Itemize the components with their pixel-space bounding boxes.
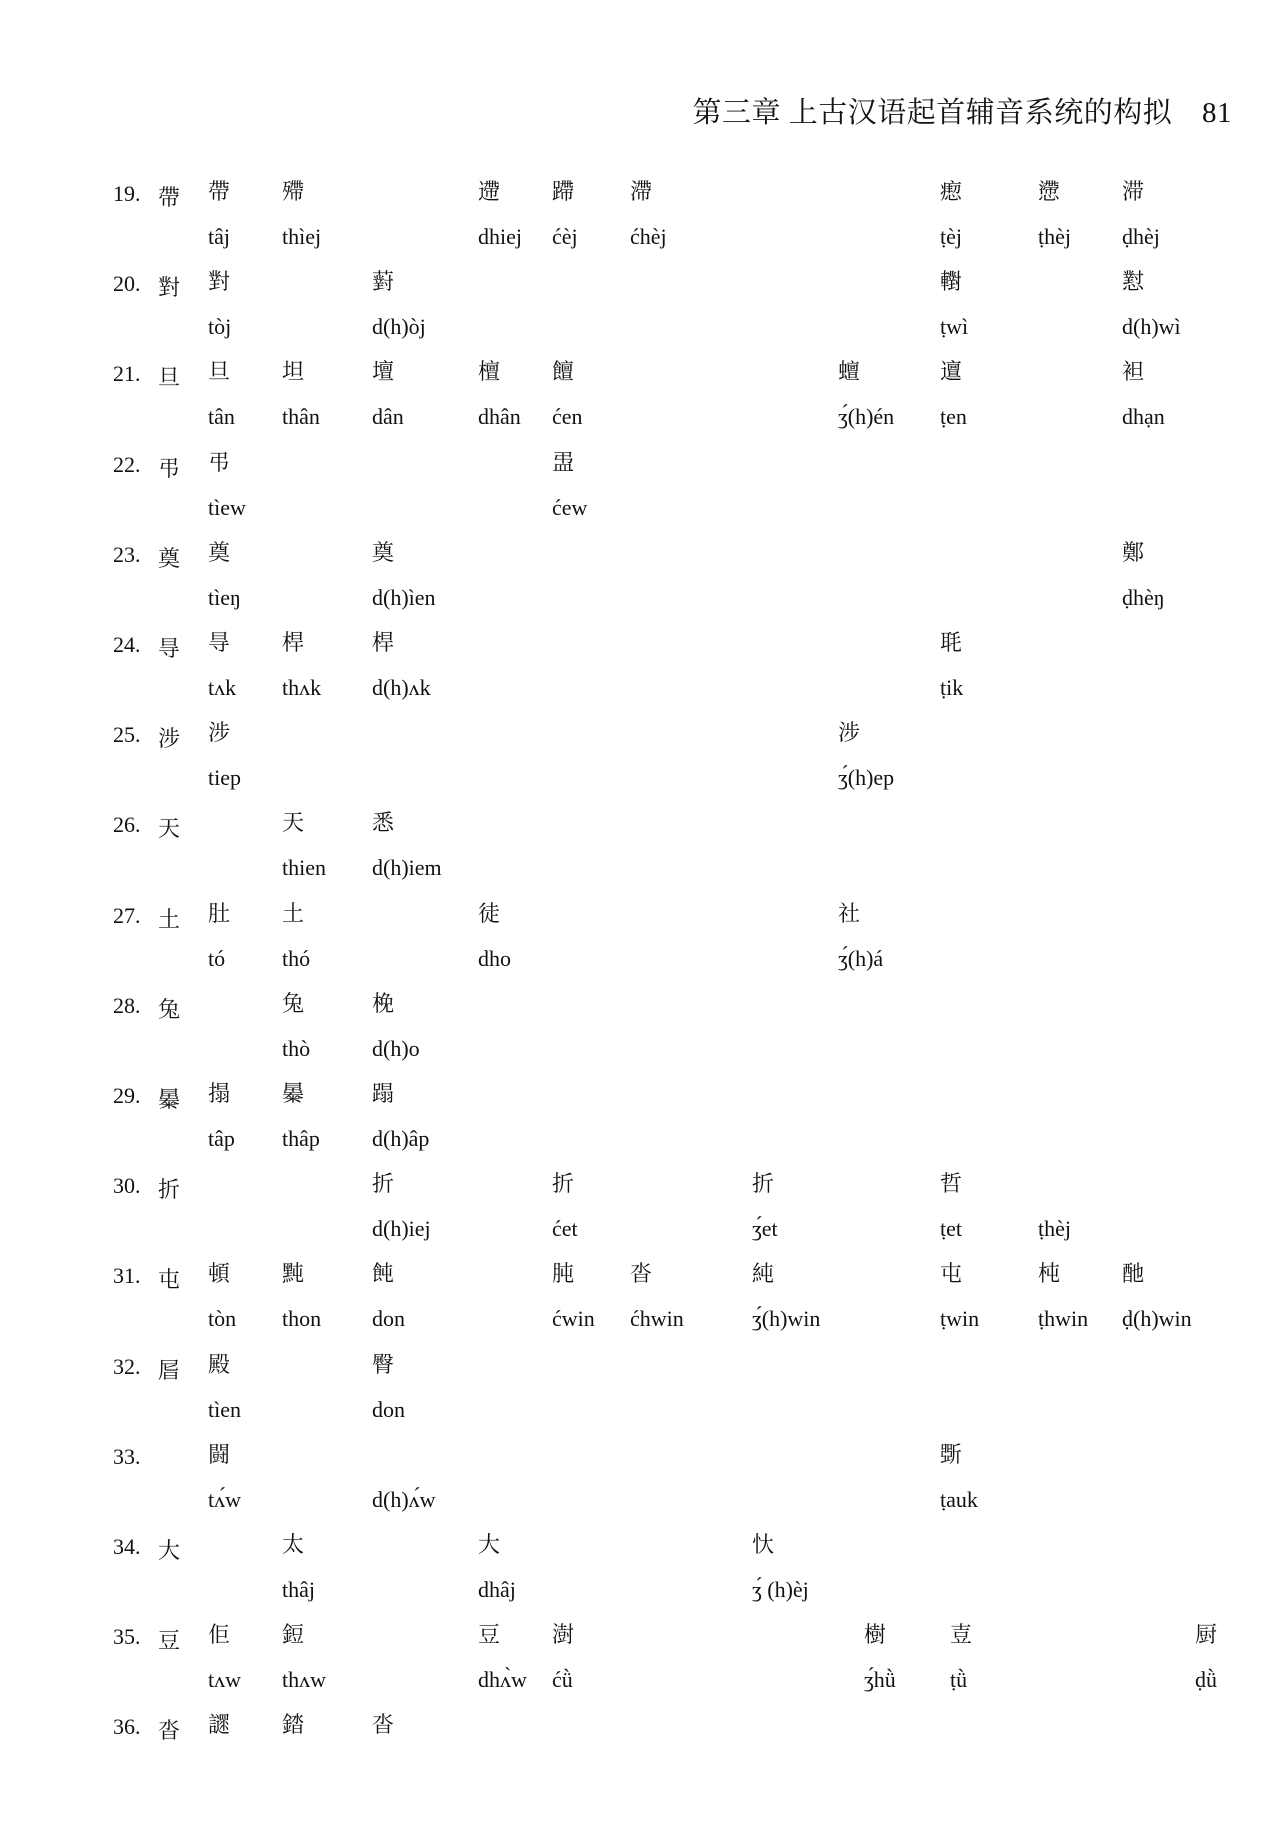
character-cell: 涉 — [838, 720, 861, 746]
phonetic-series-character: 屯 — [158, 1267, 181, 1293]
character-cell: 哲 — [940, 1171, 963, 1197]
reconstruction-cell: thien — [282, 855, 326, 881]
phonetic-series-character: 奠 — [158, 545, 181, 571]
character-cell: 太 — [282, 1532, 305, 1557]
reconstruction-cell: ʒ́et — [752, 1216, 778, 1242]
reconstruction-cell: dhʌ̀w — [478, 1667, 527, 1693]
row-number: 24. — [113, 632, 141, 657]
reconstruction-cell: tiep — [208, 765, 241, 791]
reconstruction-cell: ʒ́hǜ — [864, 1667, 896, 1693]
reconstruction-cell: dho — [478, 945, 511, 971]
reconstruction-cell: tìew — [208, 494, 246, 520]
character-cell: 澍 — [552, 1622, 575, 1648]
character-cell: 遰 — [478, 179, 501, 204]
character-cell: 搨 — [208, 1081, 231, 1106]
character-cell: 袒 — [1122, 359, 1145, 385]
row-number: 23. — [113, 541, 141, 567]
character-cell: 杶 — [1038, 1261, 1061, 1287]
reconstruction-cell: ćèj — [552, 224, 578, 249]
character-cell: 懟 — [1122, 269, 1145, 295]
reconstruction-cell: ʒ́(h)én — [838, 404, 895, 430]
character-cell: 奠 — [208, 539, 231, 565]
reconstruction-cell: ṭhwin — [1038, 1306, 1089, 1332]
character-cell: 純 — [752, 1261, 775, 1287]
character-cell: 蹋 — [372, 1081, 395, 1106]
page-number: 81 — [1202, 97, 1232, 129]
character-cell: 錔 — [282, 1712, 305, 1738]
phonetic-series-character: 沓 — [158, 1718, 181, 1744]
character-cell: 大 — [478, 1532, 501, 1557]
phonetic-series-character: 土 — [158, 906, 181, 932]
phonetic-series-character: 㝵 — [158, 636, 181, 661]
reconstruction-cell: thâj — [282, 1577, 315, 1602]
table-row — [0, 1083, 1280, 1173]
character-cell: 㬥 — [282, 1081, 305, 1106]
character-cell: 酏 — [1122, 1261, 1145, 1287]
character-cell: 壴 — [950, 1622, 973, 1648]
reconstruction-cell: dhân — [478, 404, 521, 430]
character-cell: 蹛 — [552, 179, 575, 204]
row-number: 27. — [113, 902, 141, 928]
table-row — [0, 1351, 1280, 1444]
reconstruction-cell: tʌ́w — [208, 1486, 241, 1512]
reconstruction-cell: thìej — [282, 224, 322, 249]
character-cell: 兔 — [282, 990, 305, 1016]
reconstruction-cell: ʒ́(h)ep — [838, 765, 895, 791]
character-cell: 懘 — [1038, 179, 1061, 204]
row-number: 20. — [113, 271, 141, 297]
row-number: 21. — [113, 361, 141, 387]
chapter-title: 上古汉语起首辅音系统的构拟 — [788, 97, 1173, 129]
phonetic-series-character: 㞓 — [158, 1357, 181, 1383]
reconstruction-cell: ṭwin — [940, 1306, 980, 1332]
character-cell: 屯 — [940, 1261, 963, 1287]
reconstruction-cell: ḍǜ — [1195, 1667, 1217, 1693]
reconstruction-cell: ćet — [552, 1216, 578, 1242]
row-number: 31. — [113, 1263, 141, 1289]
character-cell: 弔 — [208, 449, 231, 475]
reconstruction-cell: ṭwì — [940, 314, 969, 340]
reconstruction-cell: ćen — [552, 404, 583, 430]
reconstruction-cell: tòj — [208, 314, 232, 340]
character-cell: 涉 — [208, 720, 231, 746]
character-cell: 梚 — [372, 990, 395, 1016]
character-cell: 壇 — [372, 359, 395, 385]
row-number: 32. — [113, 1353, 141, 1379]
character-cell: 奠 — [372, 539, 395, 565]
character-cell: 蟺 — [838, 359, 861, 385]
character-cell: 肚 — [208, 900, 231, 926]
phonetic-series-character: 大 — [158, 1538, 181, 1563]
reconstruction-cell: thân — [282, 404, 320, 430]
row-number: 35. — [113, 1624, 141, 1650]
reconstruction-cell: d(h)âp — [372, 1126, 430, 1151]
character-cell: 肫 — [552, 1261, 575, 1287]
character-cell: 薱 — [372, 269, 395, 295]
reconstruction-cell: thʌw — [282, 1667, 326, 1693]
reconstruction-cell: d(h)ʌk — [372, 675, 431, 700]
reconstruction-cell: d(h)ìen — [372, 584, 436, 610]
row-number: 30. — [113, 1173, 141, 1199]
phonetic-series-character: 帶 — [158, 185, 181, 210]
character-cell: 旦 — [208, 359, 231, 385]
reconstruction-cell: dhiej — [478, 224, 522, 249]
phonetic-series-character: 兔 — [158, 996, 181, 1022]
character-cell: 悉 — [372, 810, 395, 836]
reconstruction-cell: tìeŋ — [208, 584, 241, 610]
character-cell: 帶 — [208, 179, 231, 204]
phonetic-series-character: 對 — [158, 275, 181, 301]
character-cell: 盄 — [552, 449, 575, 475]
character-cell: 饘 — [552, 359, 575, 385]
reconstruction-cell: dân — [372, 404, 404, 430]
character-cell: 對 — [208, 269, 231, 295]
character-cell: 瘛 — [940, 179, 963, 204]
character-cell: 檀 — [478, 359, 501, 385]
reconstruction-cell: ṭǜ — [950, 1667, 968, 1693]
character-cell: 毦 — [940, 630, 963, 655]
character-cell: 忕 — [752, 1532, 775, 1557]
table-row — [0, 1624, 1280, 1714]
reconstruction-cell: ʒ́(h)á — [838, 945, 884, 971]
reconstruction-cell: don — [372, 1396, 405, 1422]
reconstruction-cell: tó — [208, 945, 226, 971]
character-cell: 天 — [282, 810, 305, 836]
chapter-label: 第三章 — [692, 97, 781, 129]
reconstruction-cell: ṭen — [940, 404, 967, 430]
reconstruction-cell: tʌw — [208, 1667, 241, 1693]
row-number: 29. — [113, 1083, 141, 1108]
reconstruction-cell: ṭèj — [940, 224, 962, 249]
character-cell: 頓 — [208, 1261, 231, 1287]
table-row — [0, 632, 1280, 722]
reconstruction-cell: tʌk — [208, 675, 237, 700]
phonetic-series-character: 折 — [158, 1177, 181, 1203]
table-row — [0, 449, 1280, 542]
character-cell: 佢 — [208, 1622, 231, 1648]
row-number: 19. — [113, 181, 141, 206]
character-cell: 斲 — [940, 1441, 963, 1467]
character-cell: 殿 — [208, 1351, 231, 1377]
character-cell: 社 — [838, 900, 861, 926]
row-number: 25. — [113, 722, 141, 748]
character-cell: 闘 — [208, 1441, 231, 1467]
reconstruction-cell: tâj — [208, 224, 230, 249]
table-row — [0, 271, 1280, 361]
reconstruction-cell: d(h)iem — [372, 855, 442, 881]
reconstruction-cell: thâp — [282, 1126, 320, 1151]
table-row — [0, 900, 1280, 993]
row-number: 22. — [113, 451, 141, 477]
table-row — [0, 722, 1280, 812]
character-cell: 厨 — [1195, 1622, 1218, 1648]
character-cell: 殢 — [282, 179, 305, 204]
reconstruction-cell: ṭik — [940, 675, 964, 700]
reconstruction-cell: thó — [282, 945, 311, 971]
character-cell: 䜚 — [208, 1712, 231, 1738]
table-row — [0, 181, 1280, 271]
reconstruction-cell: ṭhèj — [1038, 224, 1071, 249]
phonetic-series-character: 弔 — [158, 455, 181, 481]
character-cell: 轛 — [940, 269, 963, 295]
character-cell: 鋀 — [282, 1622, 305, 1648]
character-cell: 徒 — [478, 900, 501, 926]
character-cell: 鄭 — [1122, 539, 1145, 565]
character-cell: 桿 — [372, 630, 395, 655]
phonetic-series-character: 㬥 — [158, 1087, 181, 1112]
reconstruction-cell: ćhèj — [630, 224, 667, 249]
table-row — [0, 1714, 1280, 1804]
phonetic-series-character: 天 — [158, 816, 181, 842]
phonetic-series-character: 旦 — [158, 365, 181, 391]
table-row — [0, 1441, 1280, 1534]
reconstruction-cell: tòn — [208, 1306, 237, 1332]
reconstruction-cell: thon — [282, 1306, 322, 1332]
character-cell: 折 — [552, 1171, 575, 1197]
reconstruction-cell: d(h)òj — [372, 314, 426, 340]
table-row — [0, 361, 1280, 451]
character-cell: 滞 — [1122, 179, 1145, 204]
character-cell: 沓 — [372, 1712, 395, 1738]
character-cell: 坦 — [282, 359, 305, 385]
table-row — [0, 1263, 1280, 1353]
character-cell: 臀 — [372, 1351, 395, 1377]
character-cell: 㝵 — [208, 630, 231, 655]
table-row — [0, 812, 1280, 902]
character-cell: 滯 — [630, 179, 653, 204]
reconstruction-cell: ćhwin — [630, 1306, 684, 1332]
reconstruction-cell: ṭauk — [940, 1486, 978, 1512]
reconstruction-cell: d(h)ʌ́w — [372, 1486, 436, 1512]
character-cell: 桿 — [282, 630, 305, 655]
row-number: 28. — [113, 992, 141, 1018]
reconstruction-cell: thʌk — [282, 675, 322, 700]
table-row — [0, 1534, 1280, 1624]
reconstruction-cell: ṭet — [940, 1216, 962, 1242]
character-cell: 折 — [752, 1171, 775, 1197]
reconstruction-cell: dhâj — [478, 1577, 516, 1602]
row-number: 34. — [113, 1534, 141, 1559]
reconstruction-cell: ćwin — [552, 1306, 595, 1332]
reconstruction-cell: ḍhèj — [1122, 224, 1160, 249]
character-cell: 豆 — [478, 1622, 501, 1648]
reconstruction-cell: tân — [208, 404, 235, 430]
character-cell: 樹 — [864, 1622, 887, 1648]
table-row — [0, 1173, 1280, 1263]
character-cell: 黗 — [282, 1261, 305, 1287]
table-row — [0, 539, 1280, 632]
row-number: 26. — [113, 812, 141, 838]
reconstruction-cell: ḍ(h)win — [1122, 1306, 1192, 1332]
character-cell: 邅 — [940, 359, 963, 385]
phonetic-series-character: 涉 — [158, 726, 181, 752]
reconstruction-cell: ʒ́(h)win — [752, 1306, 821, 1332]
reconstruction-cell: tìen — [208, 1396, 241, 1422]
reconstruction-cell: d(h)iej — [372, 1216, 431, 1242]
reconstruction-cell: ʒ́ (h)èj — [752, 1577, 809, 1602]
reconstruction-cell: don — [372, 1306, 405, 1332]
character-cell: 折 — [372, 1171, 395, 1197]
reconstruction-cell: ćǜ — [552, 1667, 573, 1693]
reconstruction-cell: thò — [282, 1035, 311, 1061]
row-number: 33. — [113, 1443, 141, 1469]
reconstruction-cell: dhạn — [1122, 404, 1165, 430]
reconstruction-cell: d(h)wì — [1122, 314, 1181, 340]
reconstruction-cell: ṭhèj — [1038, 1216, 1071, 1242]
phonetic-series-character: 豆 — [158, 1628, 181, 1654]
reconstruction-cell: ćew — [552, 494, 588, 520]
reconstruction-cell: tâp — [208, 1126, 235, 1151]
character-cell: 飩 — [372, 1261, 395, 1287]
reconstruction-cell: ḍhèŋ — [1122, 584, 1165, 610]
table-row — [0, 990, 1280, 1083]
character-cell: 沓 — [630, 1261, 653, 1287]
row-number: 36. — [113, 1714, 141, 1740]
reconstruction-cell: d(h)o — [372, 1035, 420, 1061]
character-cell: 土 — [282, 900, 305, 926]
